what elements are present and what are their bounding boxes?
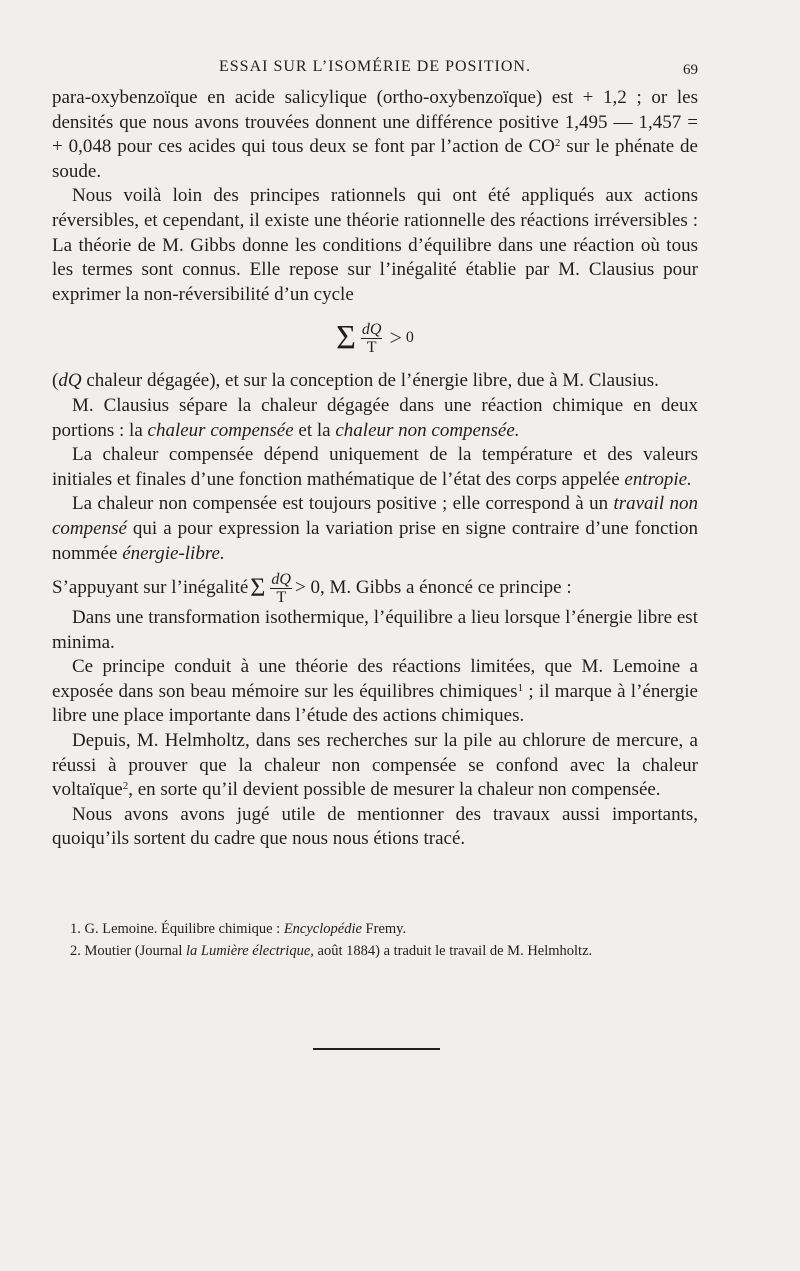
footnote-2-text-end: août 1884) a traduit le travail de M. Helmholtz. xyxy=(313,943,593,959)
clausius-formula xyxy=(52,307,698,369)
sigma-symbol: Σ xyxy=(336,319,356,357)
dq-italic: dQ xyxy=(58,370,82,392)
paragraph-1-text: para-oxybenzoïque en acide salicylique (ortho-oxybenzoïque) est + 1,2 ; or les densités que nous avons trouvées donnent une différence positive 1,495 — 1,457 = + 0,048 pour ces acides qui tous deux se font par l’action de CO xyxy=(52,87,698,158)
italic-term: chaleur compensée xyxy=(147,419,294,441)
fraction xyxy=(361,321,383,356)
paragraph-7 xyxy=(52,570,698,606)
paragraph-6 xyxy=(52,492,698,566)
footnote-1-italic: Encyclopédie xyxy=(283,921,362,937)
paragraph-6-text: La chaleur non compensée est toujours positive ; elle correspond à un xyxy=(72,493,614,515)
footnotes xyxy=(70,918,710,962)
paragraph-4-text: M. Clausius sépare la chaleur dégagée dans une réaction chimique en deux portions : la xyxy=(52,394,698,441)
paragraph-10 xyxy=(52,729,698,803)
footnote-ref-1: 1 xyxy=(517,681,524,694)
footnote-ref-2: 2 xyxy=(122,780,129,793)
italic-term: travail non compensé xyxy=(52,493,698,539)
page-number: 69 xyxy=(683,62,698,78)
paragraph-3 xyxy=(52,369,698,394)
fraction xyxy=(270,571,292,606)
italic-term: chaleur non compensée. xyxy=(335,419,520,441)
formula-rhs: 0 xyxy=(405,329,414,347)
footnote-1-text-end: Fremy. xyxy=(361,921,407,937)
paragraph-6-text-mid: qui a pour expression la variation prise en signe contraire d’une fonction nommée xyxy=(52,517,698,564)
fraction-numerator: dQ xyxy=(361,320,382,338)
superscript: 2 xyxy=(554,137,561,150)
running-head: ESSAI SUR L’ISOMÉRIE DE POSITION. xyxy=(219,58,531,75)
paragraph-7-text-end: > 0, M. Gibbs a énoncé ce principe : xyxy=(294,576,572,598)
italic-term: entropie. xyxy=(624,468,692,490)
paragraph-9-text-end: ; il marque à l’énergie libre une place importante dans l’étude des actions chimiques. xyxy=(52,680,698,727)
fraction-numerator: dQ xyxy=(271,570,291,588)
paragraph-9 xyxy=(52,655,698,729)
paragraph-10-text-end: , en sorte qu’il devient possible de mesurer la chaleur non compensée. xyxy=(128,779,661,801)
footnote-2 xyxy=(70,940,710,962)
footnote-2-text: 2. Moutier (Journal xyxy=(70,943,186,959)
sigma-symbol: Σ xyxy=(250,573,266,603)
footnote-1 xyxy=(70,918,710,940)
paragraph-5 xyxy=(52,443,698,492)
paragraph-1-text-end: sur le phénate de soude. xyxy=(52,136,698,182)
italic-term: énergie-libre. xyxy=(122,542,225,564)
paragraph-4 xyxy=(52,394,698,443)
open-paren: ( xyxy=(52,370,59,392)
paragraph-3-text: chaleur dégagée), et sur la conception de l’énergie libre, due à M. Clausius. xyxy=(81,370,659,392)
greater-than: > xyxy=(389,325,402,351)
fraction-denominator: T xyxy=(366,338,377,356)
body-text xyxy=(52,86,698,852)
section-rule xyxy=(313,1048,440,1050)
paragraph-4-text-mid: et la xyxy=(293,419,336,441)
footnote-1-text: 1. G. Lemoine. Équilibre chimique : xyxy=(70,921,284,937)
paragraph-1 xyxy=(52,86,698,184)
paragraph-11: Nous avons avons jugé utile de mentionner des travaux aussi importants, quoiqu’ils sortent du cadre que nous nous étions tracé. xyxy=(52,803,698,850)
paragraph-2: Nous voilà loin des principes rationnels qui ont été appliqués aux actions réversibles, et cependant, il existe une théorie rationnelle des réactions irréversibles : La théorie de M. Gibbs donne les conditions d’équilibre dans une réaction où tous les termes sont connus. Elle repose sur l’inégalité établie par M. Clausius pour exprimer la non-réversibilité d’un cycle xyxy=(52,185,698,305)
paragraph-9-text: Ce principe conduit à une théorie des réactions limitées, que M. Lemoine a exposée dans son beau mémoire sur les équilibres chimiques xyxy=(52,656,698,702)
footnote-2-italic: la Lumière électrique, xyxy=(185,943,314,959)
paragraph-8: Dans une transformation isothermique, l’équilibre a lieu lorsque l’énergie libre est minima. xyxy=(52,607,698,653)
paragraph-10-text: Depuis, M. Helmholtz, dans ses recherches sur la pile au chlorure de mercure, a réussi à prouver que la chaleur non compensée se confond avec la chaleur voltaïque xyxy=(52,730,698,801)
fraction-denominator: T xyxy=(276,588,287,606)
paragraph-5-text: La chaleur compensée dépend uniquement de la température et des valeurs initiales et finales d’une fonction mathématique de l’état des corps appelée xyxy=(52,444,698,490)
paragraph-7-text: S’appuyant sur l’inégalité xyxy=(52,576,249,598)
page-header xyxy=(52,58,698,86)
